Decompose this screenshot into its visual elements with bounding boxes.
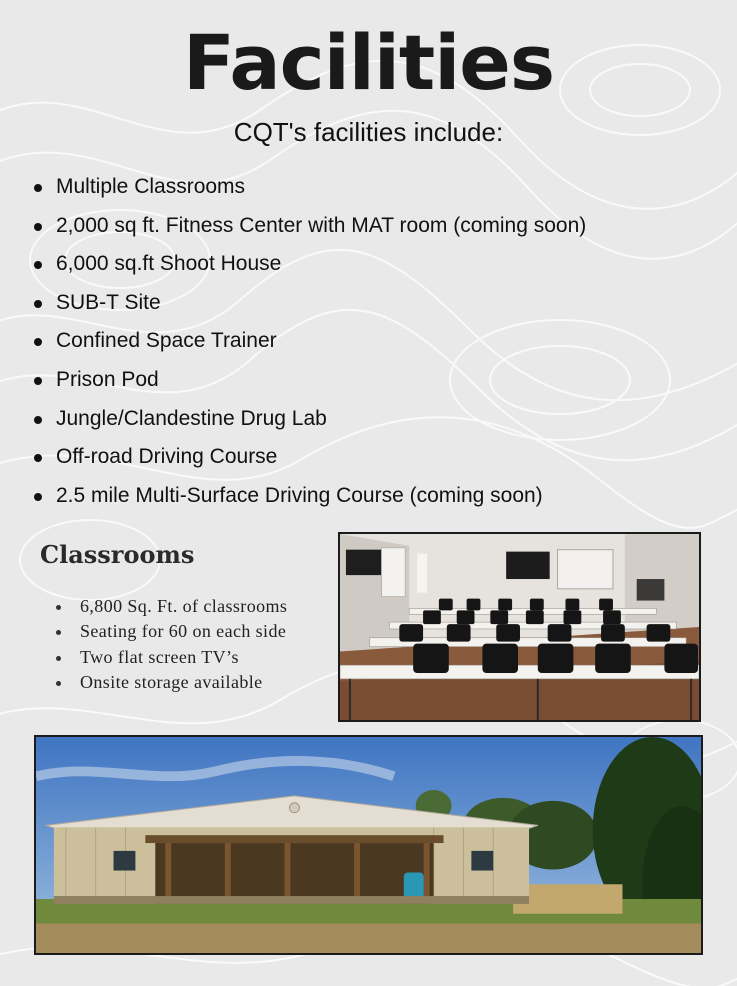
list-item: SUB-T Site (30, 284, 586, 323)
list-item: Onsite storage available (52, 670, 287, 695)
list-item: Seating for 60 on each side (52, 619, 287, 644)
list-item: Jungle/Clandestine Drug Lab (30, 400, 586, 439)
list-item: Prison Pod (30, 361, 586, 400)
page-subtitle: CQT's facilities include: (233, 117, 504, 147)
page-title: Facilities (182, 18, 555, 107)
list-item: Two flat screen TV’s (52, 645, 287, 670)
list-item: Off-road Driving Course (30, 438, 586, 477)
list-item: 6,800 Sq. Ft. of classrooms (52, 594, 287, 619)
list-item: 6,000 sq.ft Shoot House (30, 245, 586, 284)
classrooms-list (52, 594, 287, 695)
building-photo (34, 735, 703, 955)
classroom-photo (338, 532, 701, 722)
list-item: 2.5 mile Multi-Surface Driving Course (coming soon) (30, 477, 586, 516)
list-item: Multiple Classrooms (30, 168, 586, 207)
list-item: Confined Space Trainer (30, 322, 586, 361)
classrooms-heading: Classrooms (40, 540, 195, 569)
list-item: 2,000 sq ft. Fitness Center with MAT room (coming soon) (30, 207, 586, 246)
facilities-list (30, 168, 586, 515)
